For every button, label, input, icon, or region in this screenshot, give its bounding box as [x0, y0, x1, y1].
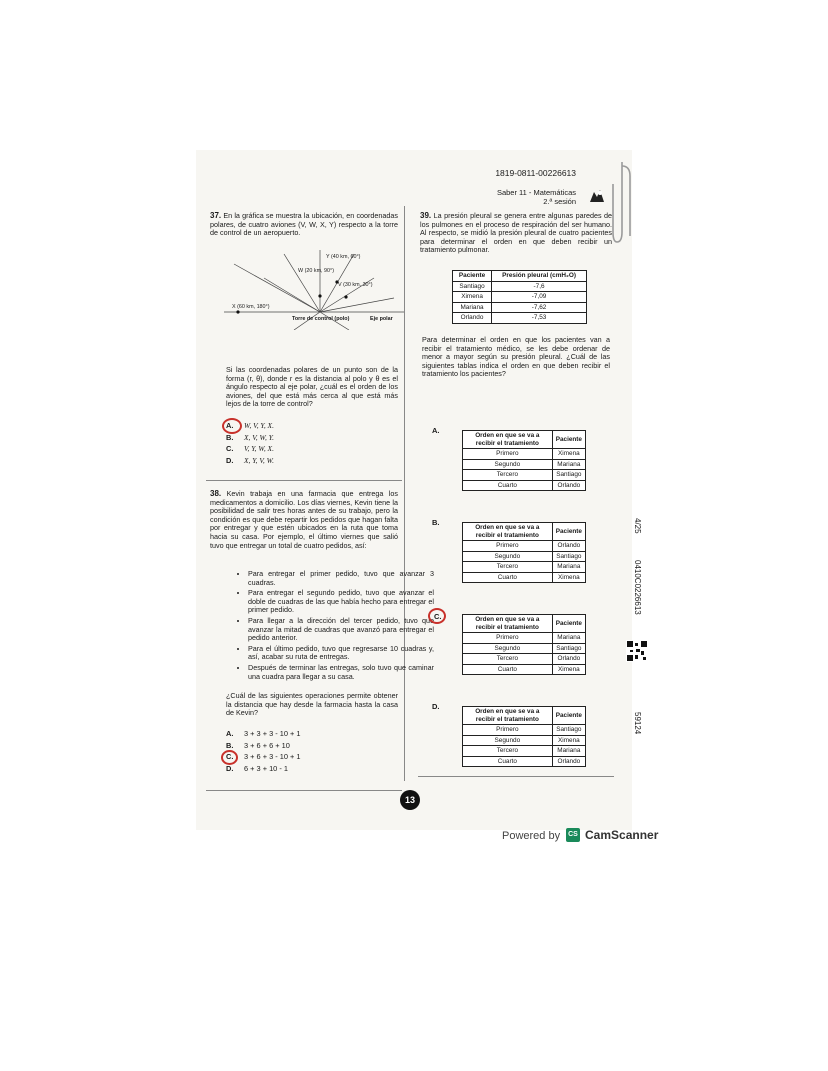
answer-circle-mark [222, 418, 242, 434]
page-number: 13 [400, 790, 420, 810]
list-item: • Para llegar a la dirección del tercer pedido, tuvo que avanzar la mitad de cuadras que avanzó para entregar el pedido anterior. [248, 617, 434, 643]
q38-options [226, 728, 301, 774]
table-row: Segundo Santiago [463, 551, 586, 562]
table-row: Cuarto Ximena [463, 572, 586, 583]
side-page-count: 4/25 [633, 518, 642, 534]
camscanner-badge: CS [566, 828, 580, 842]
table-header: Presión pleural (cmH₂O) [492, 271, 587, 282]
table-row: Primero Santiago [463, 725, 586, 736]
table-row: Tercero Orlando [463, 654, 586, 665]
table-row: Cuarto Orlando [463, 480, 586, 491]
q38-bullets [212, 570, 434, 683]
q38 [210, 490, 398, 550]
label-x: X (60 km, 180°) [232, 304, 270, 310]
table-row: Cuarto Ximena [463, 664, 586, 675]
logo-icon [588, 188, 606, 204]
label-w: W (20 km, 90°) [298, 268, 335, 274]
table-row: Cuarto Orlando [463, 756, 586, 767]
table-row: Ximena -7,09 [453, 292, 587, 303]
table-row: Primero Ximena [463, 449, 586, 460]
exam-session: 2.ª sesión [543, 197, 576, 206]
paper-clip-icon [612, 162, 632, 246]
list-item: • Después de terminar las entregas, solo tuvo que caminar una cuadra para llegar a su casa. [248, 664, 434, 681]
q38-text: Kevin trabaja en una farmacia que entrega los medicamentos a domicilio. Los días viernes, Kevin tiene la posibilidad de salir tres horas antes de su trabajo, pero la condición es que debe repartir los pedidos que hagan falta por entregar y que estén ubicados en la ruta que toma hacia su casa. Por ejemplo, el último viernes que salió tuvo que entregar un total de cuatro pedidos, así: [210, 489, 398, 550]
q39-option-b-table[interactable]: Orden en que se va a recibir el tratamiento Paciente Primero Orlando Segundo Santiago Tercero Mariana Cuarto Ximena [462, 522, 586, 583]
table-row: Primero Orlando [463, 541, 586, 552]
q39-text: La presión pleural se genera entre algunas paredes de los pulmones en el proceso de respiración del ser humano. Al respecto, se midió la presión pleural de cuatro pacientes para determinar el orden en que deben recibir un tratamiento pulmonar. [420, 211, 613, 255]
q39-number: 39. [420, 211, 432, 220]
table-row: Orlando -7,53 [453, 313, 587, 324]
q38-option-b[interactable]: B. 3 + 6 + 6 + 10 [226, 740, 290, 750]
q37-option-b[interactable]: B. X, V, W, Y. [226, 432, 274, 442]
q39-option-d-table[interactable]: Orden en que se va a recibir el tratamiento Paciente Primero Santiago Segundo Ximena Tercero Mariana Cuarto Orlando [462, 706, 586, 767]
table-row: Segundo Santiago [463, 643, 586, 654]
q39-option-a-letter[interactable]: A. [432, 426, 440, 435]
qr-code-icon [626, 640, 648, 662]
table-header: Paciente [453, 271, 492, 282]
camscanner-logo: CamScanner [585, 828, 659, 842]
q38-option-d[interactable]: D. 6 + 3 + 10 - 1 [226, 763, 288, 773]
table-row: Tercero Santiago [463, 470, 586, 481]
table-row: Santiago -7,6 [453, 281, 587, 292]
q37 [210, 212, 398, 238]
q37-number: 37. [210, 211, 222, 220]
label-polar-axis: Eje polar [370, 316, 393, 322]
q38-option-c[interactable]: C. 3 + 6 + 3 - 10 + 1 [226, 752, 301, 761]
list-item: • Para entregar el segundo pedido, tuvo que avanzar el doble de cuadras de las que había hecho para entregar el primer pedido. [248, 589, 434, 615]
exam-subject: Saber 11 - Matemáticas [496, 188, 576, 197]
answer-circle-mark [221, 750, 238, 765]
q39-option-d-letter[interactable]: D. [432, 702, 440, 711]
table-row: Primero Mariana [463, 633, 586, 644]
q39 [420, 212, 612, 255]
q39-pressure-table [452, 270, 587, 324]
q37-option-d[interactable]: D. X, Y, V, W. [226, 455, 274, 465]
label-v: V (30 km, 30°) [338, 282, 373, 288]
column-divider [404, 206, 405, 781]
q38-number: 38. [210, 489, 222, 498]
side-code: 0410C0226613 [633, 560, 642, 615]
table-row: Segundo Ximena [463, 735, 586, 746]
table-row: Segundo Mariana [463, 459, 586, 470]
q39-option-a-table[interactable]: Orden en que se va a recibir el tratamiento Paciente Primero Ximena Segundo Mariana Tercero Santiago Cuarto Orlando [462, 430, 586, 491]
label-tower: Torre de control (polo) [292, 316, 350, 322]
column-bottom-line [418, 776, 614, 777]
q38-option-a[interactable]: A. 3 + 3 + 3 - 10 + 1 [226, 729, 301, 738]
q37-option-c[interactable]: C. V, Y, W, X. [226, 444, 274, 453]
powered-by-label: Powered by [502, 830, 561, 842]
q37-body: Si las coordenadas polares de un punto son de la forma (r, θ), donde r es la distancia al polo y θ es el ángulo respecto al eje polar, ¿cuál es el orden de los aviones, del que está más cerca al que está más lejos de la torre de control? [226, 365, 398, 409]
q39-question: Para determinar el orden en que los pacientes van a recibir el tratamiento médico, se les debe ordenar de menor a mayor según su presión pleural. ¿Cuál de las siguientes tablas indica el orden en que deben recibir el tratamiento los pacientes? [422, 335, 610, 379]
answer-circle-mark [428, 608, 446, 624]
table-row: Tercero Mariana [463, 562, 586, 573]
q37-option-a[interactable]: A. W, V, Y, X. [226, 421, 274, 430]
list-item: • Para entregar el primer pedido, tuvo que avanzar 3 cuadras. [248, 570, 434, 587]
q39-option-b-letter[interactable]: B. [432, 518, 440, 527]
exam-page [196, 150, 632, 830]
table-row: Mariana -7,62 [453, 302, 587, 313]
table-row: Tercero Mariana [463, 746, 586, 757]
list-item: • Para el último pedido, tuvo que regresarse 10 cuadras y, así, acabar su ruta de entregas. [248, 645, 434, 662]
exam-code: 1819-0811-00226613 [495, 168, 576, 178]
side-number: 59124 [633, 712, 642, 735]
q39-option-c-letter[interactable]: C. [434, 612, 442, 621]
q37-text: En la gráfica se muestra la ubicación, en coordenadas polares, de cuatro aviones (V, W, X, Y) respecto a la torre de control de un aeropuerto. [210, 211, 398, 238]
q39-option-c-table[interactable]: Orden en que se va a recibir el tratamiento Paciente Primero Mariana Segundo Santiago Tercero Orlando Cuarto Ximena [462, 614, 586, 675]
column-bottom-line [206, 790, 402, 791]
q38-question: ¿Cuál de las siguientes operaciones permite obtener la distancia que hay desde la farmacia hasta la casa de Kevin? [226, 691, 398, 718]
label-y: Y (40 km, 60°) [326, 254, 361, 260]
question-divider [206, 480, 402, 481]
